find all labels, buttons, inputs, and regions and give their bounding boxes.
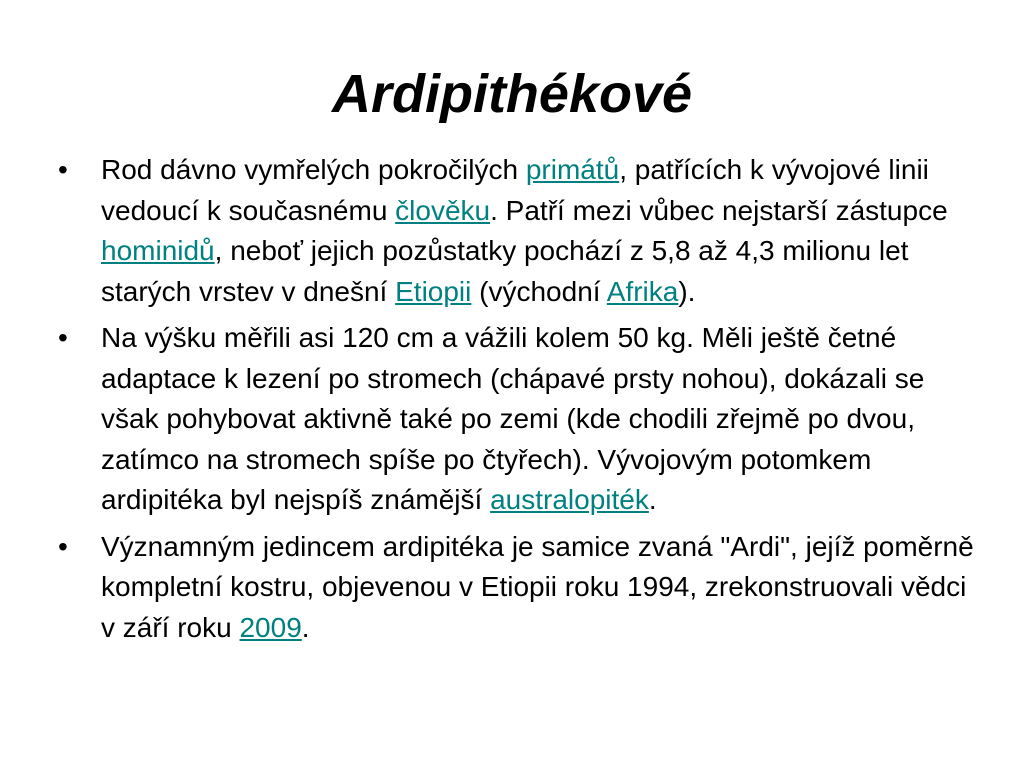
text-segment: . (301, 611, 310, 643)
text-segment: (východní (471, 275, 607, 307)
bullet-dot: • (58, 530, 68, 562)
text-segment: , patřících k vývojové linii vedoucí k současnému (101, 154, 929, 226)
link-afrika[interactable]: Afrika (606, 275, 679, 307)
bullet-text (101, 531, 974, 643)
link-australopitek[interactable]: australopiték (490, 484, 649, 515)
bullet-text (101, 154, 948, 307)
text-segment: . Patří mezi vůbec nejstarší zástupce (490, 194, 948, 226)
text-segment: Na výšku měřili asi 120 cm a vážili kolem 50 kg. Měli ještě četné adaptace k lezení po stromech (chápavé prsty nohou), dokázali se však pohybovat aktivně také po zemi (kde chodili zřejmě po dvou, zatímco na stromech spíše po čtyřech). Vývojovým potomkem ardipitéka byl nejspíš známější (101, 322, 925, 515)
link-etiopii[interactable]: Etiopii (395, 275, 472, 307)
text-segment: Významným jedincem ardipitéka je samice zvaná "Ardi", jejíž poměrně kompletní kostru, objevenou v Etiopii roku 1994, zrekonstruovali vědci v září roku (101, 530, 974, 643)
text-segment: Rod dávno vymřelých pokročilých (101, 154, 526, 185)
bullet-dot: • (58, 154, 68, 185)
bullet-list (58, 150, 978, 654)
slide-title: Ardipithékové (331, 64, 693, 124)
bullet-item (58, 318, 978, 521)
bullet-item (58, 527, 978, 649)
bullet-item (58, 150, 978, 312)
link-hominidu[interactable]: hominidů (101, 235, 215, 266)
text-segment: ). (678, 275, 696, 307)
bullet-dot: • (58, 322, 68, 353)
link-cloveku[interactable]: člověku (395, 194, 491, 226)
text-segment: , neboť jejich pozůstatky pochází z 5,8 až 4,3 milionu let starých vrstev v dnešní (101, 235, 909, 307)
bullet-text (101, 322, 924, 515)
text-segment: . (648, 484, 657, 515)
link-2009[interactable]: 2009 (239, 611, 302, 643)
link-primatu[interactable]: primátů (525, 154, 620, 185)
